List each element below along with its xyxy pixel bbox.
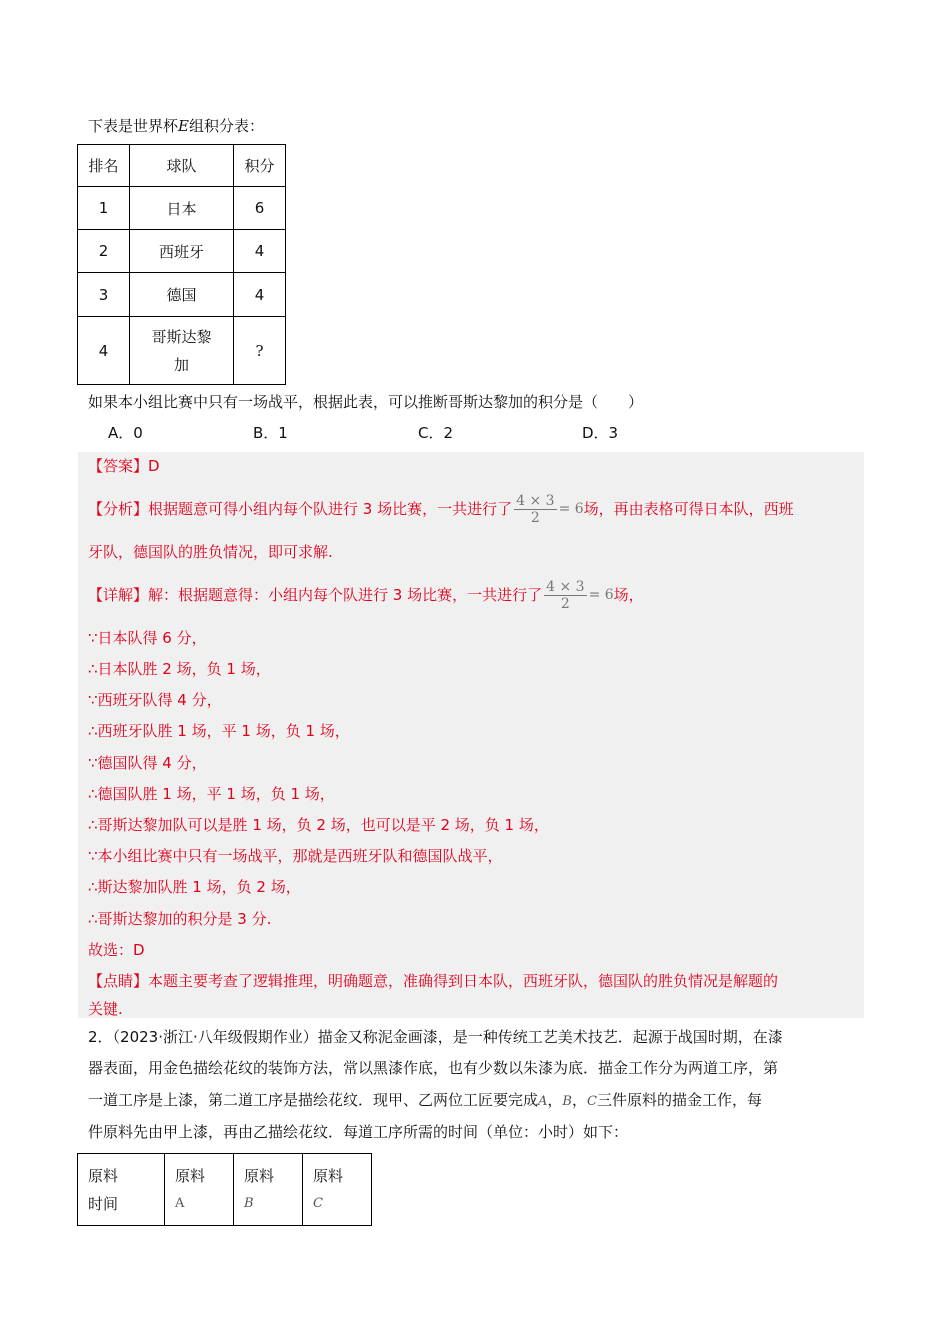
option-a: A．0 <box>108 424 143 442</box>
header-points: 积分 <box>234 145 286 187</box>
point-line: 【点睛】本题主要考查了逻辑推理，明确题意，准确得到日本队，西班牙队，德国队的胜负情况是解题的 <box>88 972 779 990</box>
fraction: $\frac{4 \times 3}{2}$ <box>546 578 585 612</box>
q2-line-3: 一道工序是上漆，第二道工序是描绘花纹．现甲、乙两位工匠要完成A，B，C三件原料的描金工作，每 <box>88 1091 762 1109</box>
answer-line: 【答案】D <box>88 457 160 475</box>
analysis-line-2: 牙队，德国队的胜负情况，即可求解. <box>88 543 333 561</box>
fraction: $\frac{4 \times 3}{2}$ <box>516 492 555 526</box>
option-c: C．2 <box>418 424 454 442</box>
step: ∴哥斯达黎加的积分是 3 分. <box>88 910 272 928</box>
table-row: 2 西班牙 4 <box>78 230 286 273</box>
step: ∵西班牙队得 4 分， <box>88 691 222 709</box>
header-material-a: 原料 A <box>165 1154 234 1226</box>
final-choice: 故选：D <box>88 941 145 959</box>
team-costa-rica: 哥斯达黎 加 <box>130 317 234 385</box>
table-row: 4 哥斯达黎 加 ? <box>78 317 286 385</box>
table-row: 1 日本 6 <box>78 187 286 230</box>
question-text: 如果本小组比赛中只有一场战平，根据此表，可以推断哥斯达黎加的积分是（ ） <box>88 393 644 411</box>
intro-text: 下表是世界杯E组积分表： <box>88 117 264 135</box>
header-material-b: 原料 B <box>234 1154 303 1226</box>
analysis-line: 【分析】 根据题意可得小组内每个队进行 3 场比赛，一共进行了 $\frac{4 \times 3}{2}$ = 6 场，再由表格可得日本队，西班 <box>88 492 794 526</box>
header-material-time: 原料 时间 <box>78 1154 165 1226</box>
header-material-c: 原料 C <box>303 1154 372 1226</box>
step: ∵日本队得 6 分， <box>88 629 207 647</box>
header-team: 球队 <box>130 145 234 187</box>
group-letter: E <box>178 117 189 135</box>
q2-line-2: 器表面，用金色描绘花纹的装饰方法，常以黑漆作底，也有少数以朱漆为底．描金工作分为两道工序，第 <box>88 1059 779 1077</box>
q2-line-1: 2．（2023·浙江·八年级假期作业）描金又称泥金画漆，是一种传统工艺美术技艺．起源于战国时期，在漆 <box>88 1028 783 1046</box>
step: ∵本小组比赛中只有一场战平，那就是西班牙队和德国队战平， <box>88 847 503 865</box>
step: ∴斯达黎加队胜 1 场，负 2 场， <box>88 878 301 896</box>
time-table <box>77 1153 372 1226</box>
step: ∴西班牙队胜 1 场，平 1 场，负 1 场， <box>88 722 350 740</box>
step: ∴日本队胜 2 场，负 1 场， <box>88 660 271 678</box>
header-rank: 排名 <box>78 145 130 187</box>
q2-line-4: 件原料先由甲上漆，再由乙描绘花纹．每道工序所需的时间（单位：小时）如下： <box>88 1123 629 1141</box>
step: ∴德国队胜 1 场，平 1 场，负 1 场， <box>88 785 335 803</box>
step: ∵德国队得 4 分， <box>88 754 207 772</box>
standings-table <box>77 144 286 385</box>
detail-line: 【详解】 解：根据题意得：小组内每个队进行 3 场比赛，一共进行了 $\frac{4 \times 3}{2}$ = 6 场， <box>88 578 644 612</box>
option-b: B．1 <box>253 424 288 442</box>
point-line-2: 关键. <box>88 1000 123 1018</box>
step: ∴哥斯达黎加队可以是胜 1 场，负 2 场，也可以是平 2 场，负 1 场， <box>88 816 549 834</box>
table-row: 3 德国 4 <box>78 273 286 317</box>
table-row <box>78 1154 372 1226</box>
option-d: D．3 <box>582 424 619 442</box>
